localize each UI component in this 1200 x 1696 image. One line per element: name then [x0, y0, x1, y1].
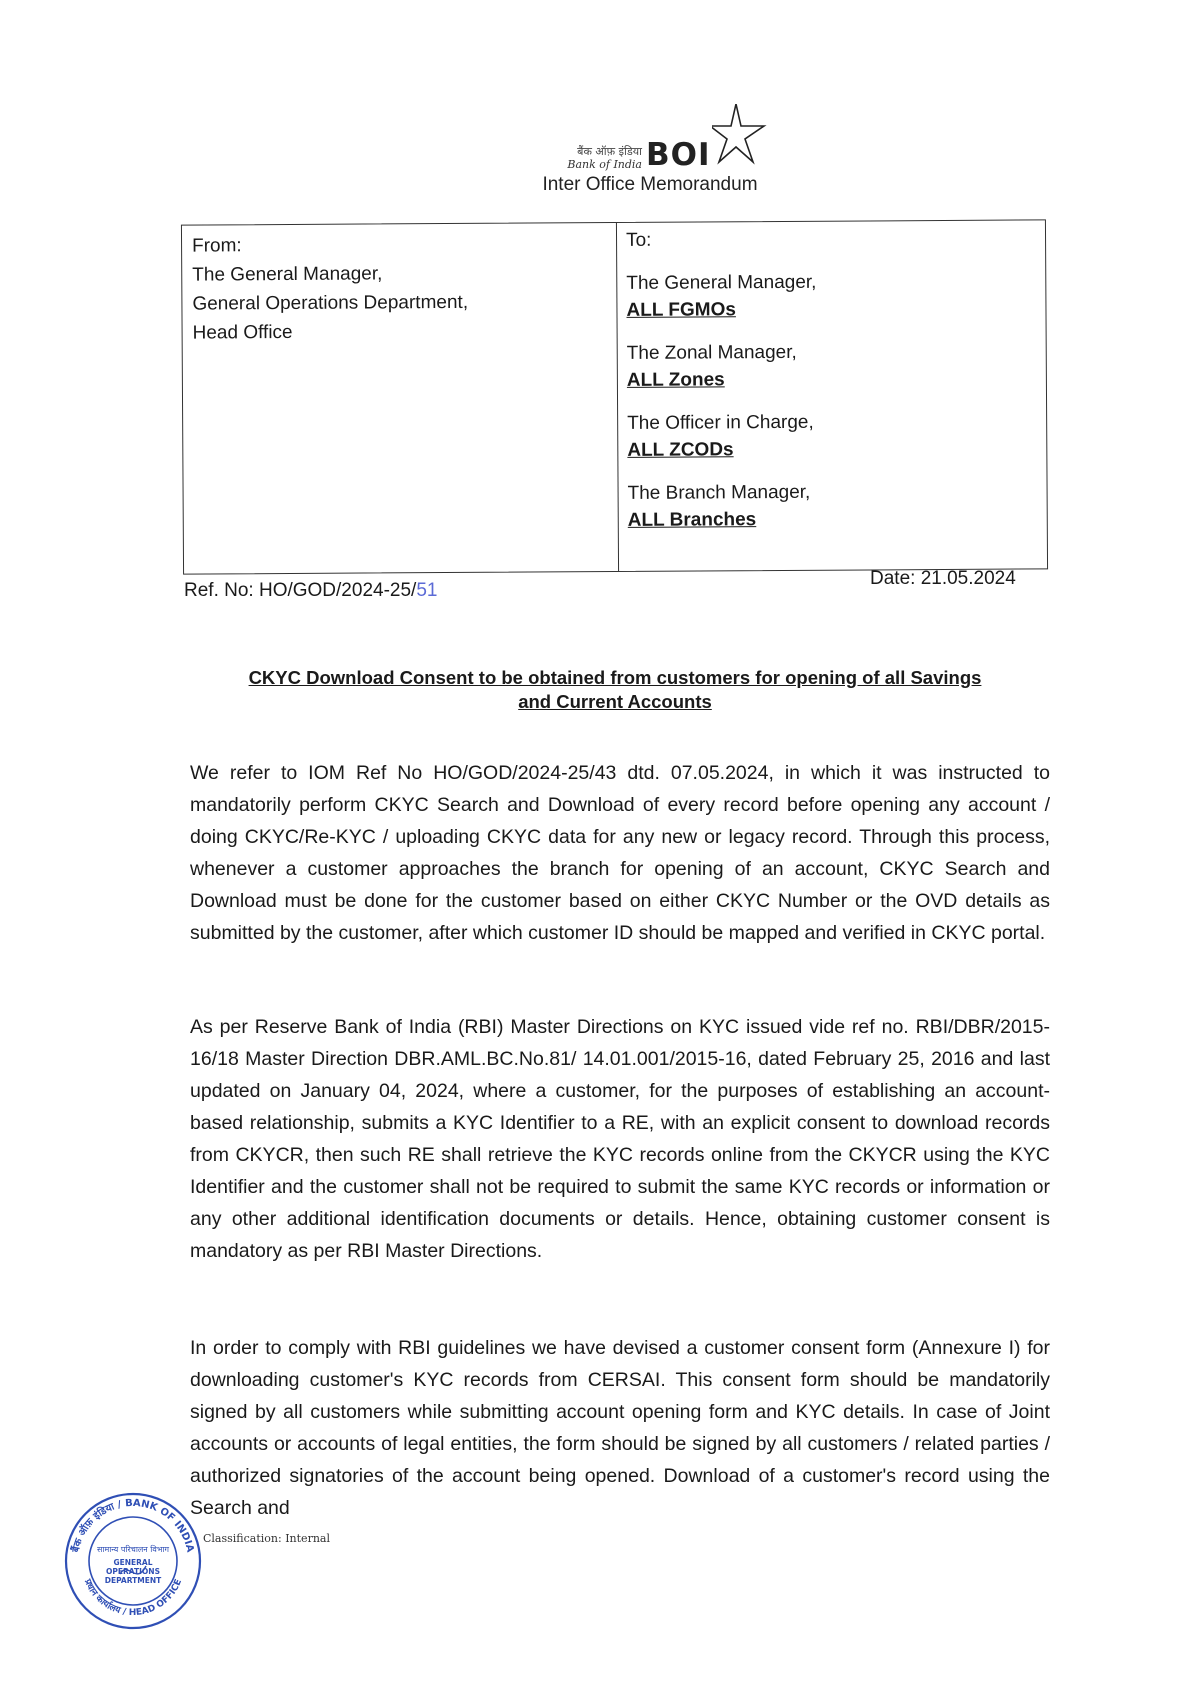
recipient	[627, 337, 1027, 393]
address-table	[181, 219, 1048, 574]
recipient-group: ALL FGMOs	[626, 299, 736, 321]
ref-number: 51	[416, 580, 438, 601]
from-line: Head Office	[192, 321, 293, 344]
recipient-designation: The Officer in Charge,	[627, 411, 814, 434]
stamp-bottom-text: प्रधान कार्यालय / HEAD OFFICE	[81, 1577, 185, 1619]
subject-line: CKYC Download Consent to be obtained from customers for opening of all Savings	[248, 667, 982, 688]
recipient-designation: The Branch Manager,	[627, 481, 811, 504]
table-divider	[616, 223, 619, 571]
recipient-group: ALL Zones	[626, 369, 725, 391]
office-stamp	[62, 1490, 204, 1632]
body-paragraph: As per Reserve Bank of India (RBI) Master Directions on KYC issued vide ref no. RBI/DBR/2015-16/18 Master Direction DBR.AML.BC.No.81/ 14.01.001/2015-16, dated February 25, 2016 and last updated on January 04, 2024, where a customer, for the purposes of establishing an account-based relationship, submits a KYC Identifier to a RE, with an explicit consent to download records from CKYCR, then such RE shall retrieve the KYC records online from the CKYCR using the KYC Identifier and the customer shall not be required to submit the same KYC records or information or any other additional identification documents or details. Hence, obtaining customer consent is mandatory as per RBI Master Directions.	[190, 1016, 1050, 1262]
bank-logo	[522, 104, 782, 173]
recipient	[627, 407, 1027, 463]
stamp-seal	[62, 1490, 204, 1632]
to-block	[626, 224, 1028, 533]
body-paragraph: In order to comply with RBI guidelines we have devised a customer consent form (Annexure I) for downloading customer's KYC records from CERSAI. This consent form should be mandatorily signed by all customers while submitting account opening form and KYC details. In case of Joint accounts or accounts of legal entities, the form should be signed by all customers / related parties / authorized signatories of the account being opened. Download of a customer's record using the Search and	[190, 1337, 1050, 1519]
recipient-designation: The Zonal Manager,	[626, 341, 797, 364]
recipient-group: ALL ZCODs	[627, 439, 734, 461]
to-label: To:	[625, 229, 652, 251]
stamp-inner-hindi: सामान्य परिचालन विभाग	[96, 1545, 170, 1554]
from-label: From:	[192, 235, 242, 257]
memo-date: Date: 21.05.2024	[870, 568, 1016, 589]
subject-line: and Current Accounts	[518, 691, 712, 712]
stamp-inner-english: GENERAL OPERATIONS DEPARTMENT	[104, 1558, 162, 1585]
star-icon	[712, 104, 772, 166]
stamp-outer-text: बैंक ऑफ़ इंडिया / BANK OF INDIA	[70, 1497, 196, 1554]
from-line: General Operations Department,	[192, 291, 469, 315]
logo-hindi-text: बैंक ऑफ़ इंडिया	[577, 145, 642, 158]
classification-label: Classification: Internal	[203, 1532, 330, 1545]
recipient	[626, 267, 1026, 323]
memo-title: Inter Office Memorandum	[542, 174, 758, 195]
recipient-group: ALL Branches	[627, 509, 757, 531]
from-block	[192, 229, 603, 348]
recipient	[628, 477, 1028, 533]
from-line: The General Manager,	[192, 263, 383, 286]
logo-english-text: Bank of India	[567, 158, 642, 171]
subject-heading	[190, 666, 1040, 714]
ref-prefix: Ref. No: HO/GOD/2024-25/	[184, 580, 417, 601]
reference-number	[184, 580, 437, 602]
recipient-designation: The General Manager,	[626, 271, 817, 294]
logo-mark: BOI	[646, 137, 711, 173]
body-paragraph: We refer to IOM Ref No HO/GOD/2024-25/43 dtd. 07.05.2024, in which it was instructed to mandatorily perform CKYC Search and Download of every record before opening any account / doing CKYC/Re-KYC / uploading CKYC data for any new or legacy record. Through this process, whenever a customer approaches the branch for opening of an account, CKYC Search and Download must be done for the customer based on either CKYC Number or the OVD details as submitted by the customer, after which customer ID should be mapped and verified in CKYC portal.	[190, 762, 1050, 944]
